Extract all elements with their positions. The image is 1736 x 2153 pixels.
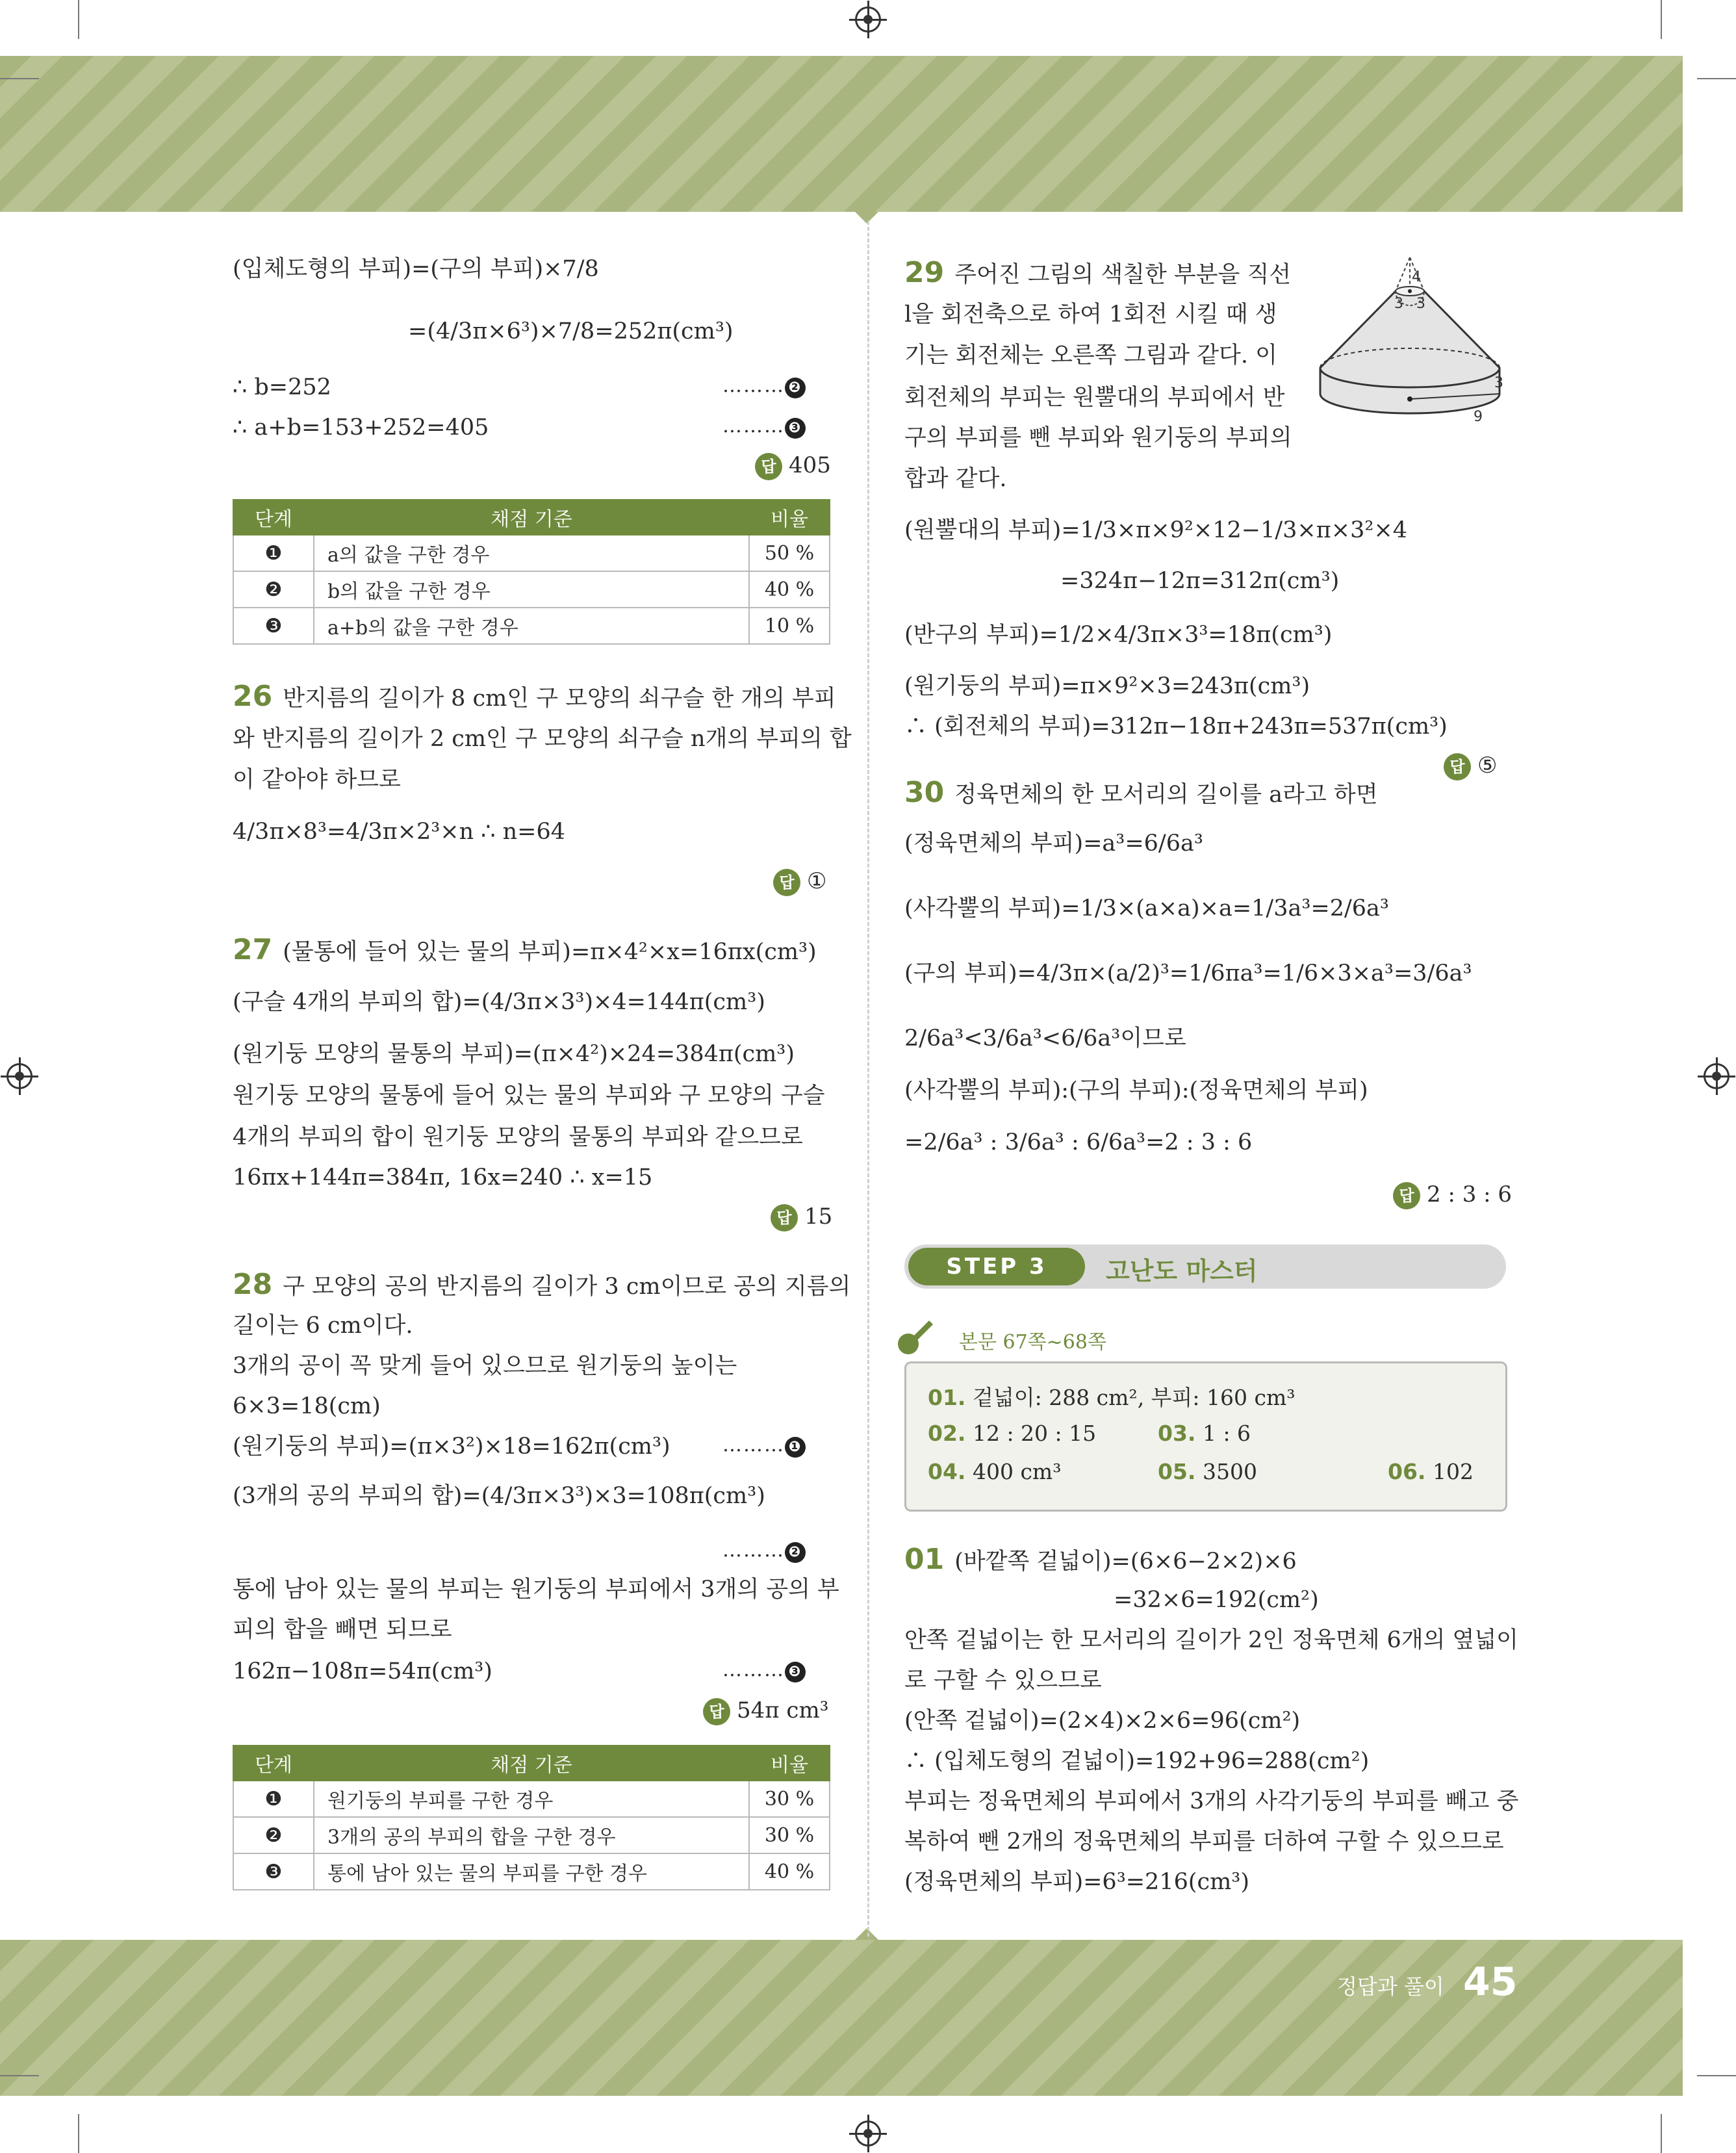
answer-item-value: 102 xyxy=(1432,1459,1474,1484)
step-label: STEP 3 xyxy=(908,1248,1085,1285)
crop-mark xyxy=(1661,2114,1662,2153)
dots-leader: ……… ❶ xyxy=(722,1434,806,1458)
problem-number: 27 xyxy=(233,933,273,966)
step-mark-2: ❷ xyxy=(785,1542,806,1563)
crop-mark xyxy=(0,78,39,79)
step-mark-2: ❷ xyxy=(785,378,806,398)
table-cell: ❶ xyxy=(233,1781,314,1817)
text-line: (3개의 공의 부피의 합)=(4/3π×3³)×3=108π(cm³) xyxy=(233,1483,765,1509)
table-cell: 3개의 공의 부피의 합을 구한 경우 xyxy=(314,1817,749,1853)
text-line: 3개의 공이 꼭 맞게 들어 있으므로 원기둥의 높이는 xyxy=(233,1353,737,1379)
dots-leader: ……… ❸ xyxy=(722,415,806,439)
text-line: 통에 남아 있는 물의 부피는 원기둥의 부피에서 3개의 공의 부 xyxy=(233,1577,839,1603)
bottom-band-notch xyxy=(855,1928,878,1940)
text-line: (원기둥의 부피)=(π×3²)×18=162π(cm³) xyxy=(233,1434,670,1460)
crop-mark xyxy=(1697,2075,1736,2076)
table-cell: a의 값을 구한 경우 xyxy=(314,535,749,571)
table-cell: ❸ xyxy=(233,608,314,644)
text-line: =32×6=192(cm²) xyxy=(1114,1587,1319,1613)
text-line: 16πx+144π=384π, 16x=240 ∴ x=15 xyxy=(233,1165,653,1191)
dots-leader: ……… ❷ xyxy=(722,374,806,398)
step-mark-3: ❸ xyxy=(785,418,806,439)
answer-item-value: 12 : 20 : 15 xyxy=(972,1421,1097,1446)
figure-label: 4 xyxy=(1412,269,1421,285)
text-line: 로 구할 수 있으므로 xyxy=(904,1668,1102,1694)
text-line: 구의 부피를 뺀 부피와 원기둥의 부피의 xyxy=(904,425,1292,451)
top-band xyxy=(0,56,1683,212)
text-line: 4개의 부피의 합이 원기둥 모양의 물통의 부피와 같으므로 xyxy=(233,1124,803,1150)
dots-leader: ……… ❸ xyxy=(722,1658,806,1682)
registration-mark-icon xyxy=(6,1063,32,1089)
dots-leader: ……… ❷ xyxy=(722,1539,806,1563)
text-line: (입체도형의 부피)=(구의 부피)×7/8 xyxy=(233,256,599,282)
text-line: (물통에 들어 있는 물의 부피)=π×4²×x=16πx(cm³) xyxy=(283,939,817,965)
answer-item-value: 400 cm³ xyxy=(972,1459,1062,1484)
answer-25 xyxy=(755,452,831,480)
answer-item xyxy=(928,1381,1296,1412)
answer-value: 15 xyxy=(804,1204,833,1230)
text-line: 정육면체의 한 모서리의 길이를 a라고 하면 xyxy=(954,782,1378,808)
answer-item-number: 02. xyxy=(928,1421,966,1446)
table-cell: ❸ xyxy=(233,1853,314,1890)
text-line: (구슬 4개의 부피의 합)=(4/3π×3³)×4=144π(cm³) xyxy=(233,989,765,1015)
problem-01 xyxy=(904,1545,1297,1576)
table-cell: ❷ xyxy=(233,571,314,608)
answer-item-value: 3500 xyxy=(1202,1459,1257,1484)
table-cell: ❷ xyxy=(233,1817,314,1853)
answer-item xyxy=(1158,1421,1251,1446)
text-line: 와 반지름의 길이가 2 cm인 구 모양의 쇠구슬 n개의 부피의 합 xyxy=(233,726,852,752)
text-line: =324π−12π=312π(cm³) xyxy=(1060,568,1340,594)
table-cell: 40 % xyxy=(749,1853,830,1890)
textbook-reference: 본문 67쪽~68쪽 xyxy=(959,1331,1106,1354)
text-line: ∴ b=252 xyxy=(233,374,331,400)
scoring-table-28 xyxy=(233,1745,830,1890)
text-line: ∴ a+b=153+252=405 xyxy=(233,415,489,441)
figure-label: 3 xyxy=(1416,296,1425,312)
step-mark-3: ❸ xyxy=(785,1662,806,1682)
answer-item xyxy=(1388,1459,1474,1484)
text-line: (정육면체의 부피)=a³=6/6a³ xyxy=(904,831,1203,857)
text-line: (원기둥 모양의 물통의 부피)=(π×4²)×24=384π(cm³) xyxy=(233,1041,795,1067)
answer-item xyxy=(928,1459,1061,1484)
table-header: 채점 기준 xyxy=(314,500,749,535)
text-line: 2/6a³<3/6a³<6/6a³이므로 xyxy=(904,1025,1186,1051)
figure-label: 3 xyxy=(1494,375,1503,391)
problem-26 xyxy=(233,682,836,713)
problem-number: 30 xyxy=(904,776,945,809)
registration-mark-icon xyxy=(1704,1063,1730,1089)
text-line: (원뿔대의 부피)=1/3×π×9²×12−1/3×π×3²×4 xyxy=(904,517,1407,543)
answer-value: 54π cm³ xyxy=(737,1697,829,1723)
answer-item xyxy=(1158,1459,1257,1484)
text-line: (반구의 부피)=1/2×4/3π×3³=18π(cm³) xyxy=(904,622,1333,648)
table-cell: 통에 남아 있는 물의 부피를 구한 경우 xyxy=(314,1853,749,1890)
table-cell: ❶ xyxy=(233,535,314,571)
table-cell: 30 % xyxy=(749,1817,830,1853)
answer-badge-icon: 답 xyxy=(771,1204,798,1231)
crop-mark xyxy=(1697,78,1736,79)
text-line: ∴ (입체도형의 겉넓이)=192+96=288(cm²) xyxy=(904,1748,1370,1774)
text-line: (안쪽 겉넓이)=(2×4)×2×6=96(cm²) xyxy=(904,1708,1301,1734)
table-row xyxy=(233,1817,830,1853)
text-line: =2/6a³ : 3/6a³ : 6/6a³=2 : 3 : 6 xyxy=(904,1129,1253,1155)
text-line: (바깥쪽 겉넓이)=(6×6−2×2)×6 xyxy=(954,1549,1297,1575)
table-cell: 10 % xyxy=(749,608,830,644)
table-header: 단계 xyxy=(233,500,314,535)
table-header: 비율 xyxy=(749,500,830,535)
problem-number: 26 xyxy=(233,680,273,713)
problem-number: 28 xyxy=(233,1268,273,1301)
problem-27 xyxy=(233,933,817,966)
text-line: 피의 합을 빼면 되므로 xyxy=(233,1617,452,1643)
answer-item-number: 06. xyxy=(1388,1459,1426,1484)
table-cell: a+b의 값을 구한 경우 xyxy=(314,608,749,644)
answer-27 xyxy=(771,1204,832,1231)
text-line: 길이는 6 cm이다. xyxy=(233,1313,413,1339)
crop-mark xyxy=(78,0,79,39)
table-header: 채점 기준 xyxy=(314,1746,749,1781)
crop-mark xyxy=(1661,0,1662,39)
table-row xyxy=(233,571,830,608)
table-cell: 30 % xyxy=(749,1781,830,1817)
problem-29 xyxy=(904,256,1292,289)
answer-item-value: 겉넓이: 288 cm², 부피: 160 cm³ xyxy=(972,1385,1296,1410)
cone-figure xyxy=(1312,252,1507,428)
text-line: 안쪽 겉넓이는 한 모서리의 길이가 2인 정육면체 6개의 옆넓이 xyxy=(904,1627,1518,1653)
answer-value: ① xyxy=(807,868,827,894)
answer-badge-icon: 답 xyxy=(703,1698,730,1725)
text-line: =(4/3π×6³)×7/8=252π(cm³) xyxy=(408,318,734,344)
answer-value: 2 : 3 : 6 xyxy=(1427,1181,1513,1207)
table-row xyxy=(233,608,830,644)
registration-mark-icon xyxy=(855,6,881,32)
problem-28 xyxy=(233,1270,850,1301)
pencil-icon xyxy=(895,1318,934,1357)
text-line: (구의 부피)=4/3π×(a/2)³=1/6πa³=1/6×3×a³=3/6a³ xyxy=(904,960,1472,986)
problem-number: 29 xyxy=(904,256,945,289)
answer-value: ⑤ xyxy=(1477,753,1498,779)
answer-value: 405 xyxy=(789,452,831,478)
crop-mark xyxy=(0,2075,39,2076)
answer-badge-icon: 답 xyxy=(773,869,800,896)
text-line: 주어진 그림의 색칠한 부분을 직선 xyxy=(954,262,1292,288)
answer-item-number: 01. xyxy=(928,1385,966,1410)
figure-label: 3 xyxy=(1394,296,1403,312)
text-line: 원기둥 모양의 물통에 들어 있는 물의 부피와 구 모양의 구슬 xyxy=(233,1083,825,1109)
table-cell: 원기둥의 부피를 구한 경우 xyxy=(314,1781,749,1817)
text-line: (정육면체의 부피)=6³=216(cm³) xyxy=(904,1869,1249,1895)
text-line: 회전체의 부피는 원뿔대의 부피에서 반 xyxy=(904,385,1285,411)
text-line: (사각뿔의 부피)=1/3×(a×a)×a=1/3a³=2/6a³ xyxy=(904,896,1389,922)
top-band-notch xyxy=(855,212,878,224)
text-line: 162π−108π=54π(cm³) xyxy=(233,1658,492,1684)
text-line: 4/3π×8³=4/3π×2³×n ∴ n=64 xyxy=(233,819,566,845)
text-line: 이 같아야 하므로 xyxy=(233,767,401,793)
answer-badge-icon: 답 xyxy=(755,453,782,480)
table-row xyxy=(233,1781,830,1817)
column-divider xyxy=(867,221,869,1937)
table-header: 비율 xyxy=(749,1746,830,1781)
bottom-band xyxy=(0,1940,1683,2096)
text-line: 합과 같다. xyxy=(904,466,1007,492)
answer-item-number: 04. xyxy=(928,1459,966,1484)
text-line: 복하여 뺀 2개의 정육면체의 부피를 더하여 구할 수 있으므로 xyxy=(904,1829,1504,1855)
text-line: 기는 회전체는 오른쪽 그림과 같다. 이 xyxy=(904,342,1277,368)
step-mark-1: ❶ xyxy=(785,1437,806,1458)
table-cell: b의 값을 구한 경우 xyxy=(314,571,749,608)
crop-mark xyxy=(78,2114,79,2153)
answer-item-number: 05. xyxy=(1158,1459,1196,1484)
answer-item-number: 03. xyxy=(1158,1421,1196,1446)
answer-badge-icon: 답 xyxy=(1444,753,1471,780)
figure-label: 9 xyxy=(1474,409,1483,425)
table-row xyxy=(233,535,830,571)
answer-28 xyxy=(703,1697,828,1725)
answer-item-value: 1 : 6 xyxy=(1202,1421,1251,1446)
table-cell: 50 % xyxy=(749,535,830,571)
text-line: 부피는 정육면체의 부피에서 3개의 사각기둥의 부피를 빼고 중 xyxy=(904,1788,1519,1814)
problem-number: 01 xyxy=(904,1543,945,1576)
text-line: 구 모양의 공의 반지름의 길이가 3 cm이므로 공의 지름의 xyxy=(283,1274,851,1300)
step-title: 고난도 마스터 xyxy=(1106,1257,1258,1285)
text-line: 6×3=18(cm) xyxy=(233,1393,381,1419)
table-cell: 40 % xyxy=(749,571,830,608)
answer-item xyxy=(928,1421,1096,1446)
answer-26 xyxy=(773,868,826,896)
registration-mark-icon xyxy=(855,2121,881,2147)
text-line: (사각뿔의 부피):(구의 부피):(정육면체의 부피) xyxy=(904,1077,1368,1103)
text-line: l을 회전축으로 하여 1회전 시킬 때 생 xyxy=(904,302,1277,328)
problem-30 xyxy=(904,776,1378,809)
text-line: 반지름의 길이가 8 cm인 구 모양의 쇠구슬 한 개의 부피 xyxy=(283,686,836,712)
scoring-table-25 xyxy=(233,499,830,645)
text-line: ∴ (회전체의 부피)=312π−18π+243π=537π(cm³) xyxy=(904,714,1448,740)
page-number: 45 xyxy=(1463,1959,1518,2005)
answer-29 xyxy=(1444,753,1497,780)
answer-30 xyxy=(1393,1181,1512,1209)
text-line: (원기둥의 부피)=π×9²×3=243π(cm³) xyxy=(904,673,1310,699)
footer-label: 정답과 풀이 xyxy=(1337,1974,1444,1999)
answer-badge-icon: 답 xyxy=(1393,1182,1420,1209)
table-row xyxy=(233,1853,830,1890)
table-header: 단계 xyxy=(233,1746,314,1781)
